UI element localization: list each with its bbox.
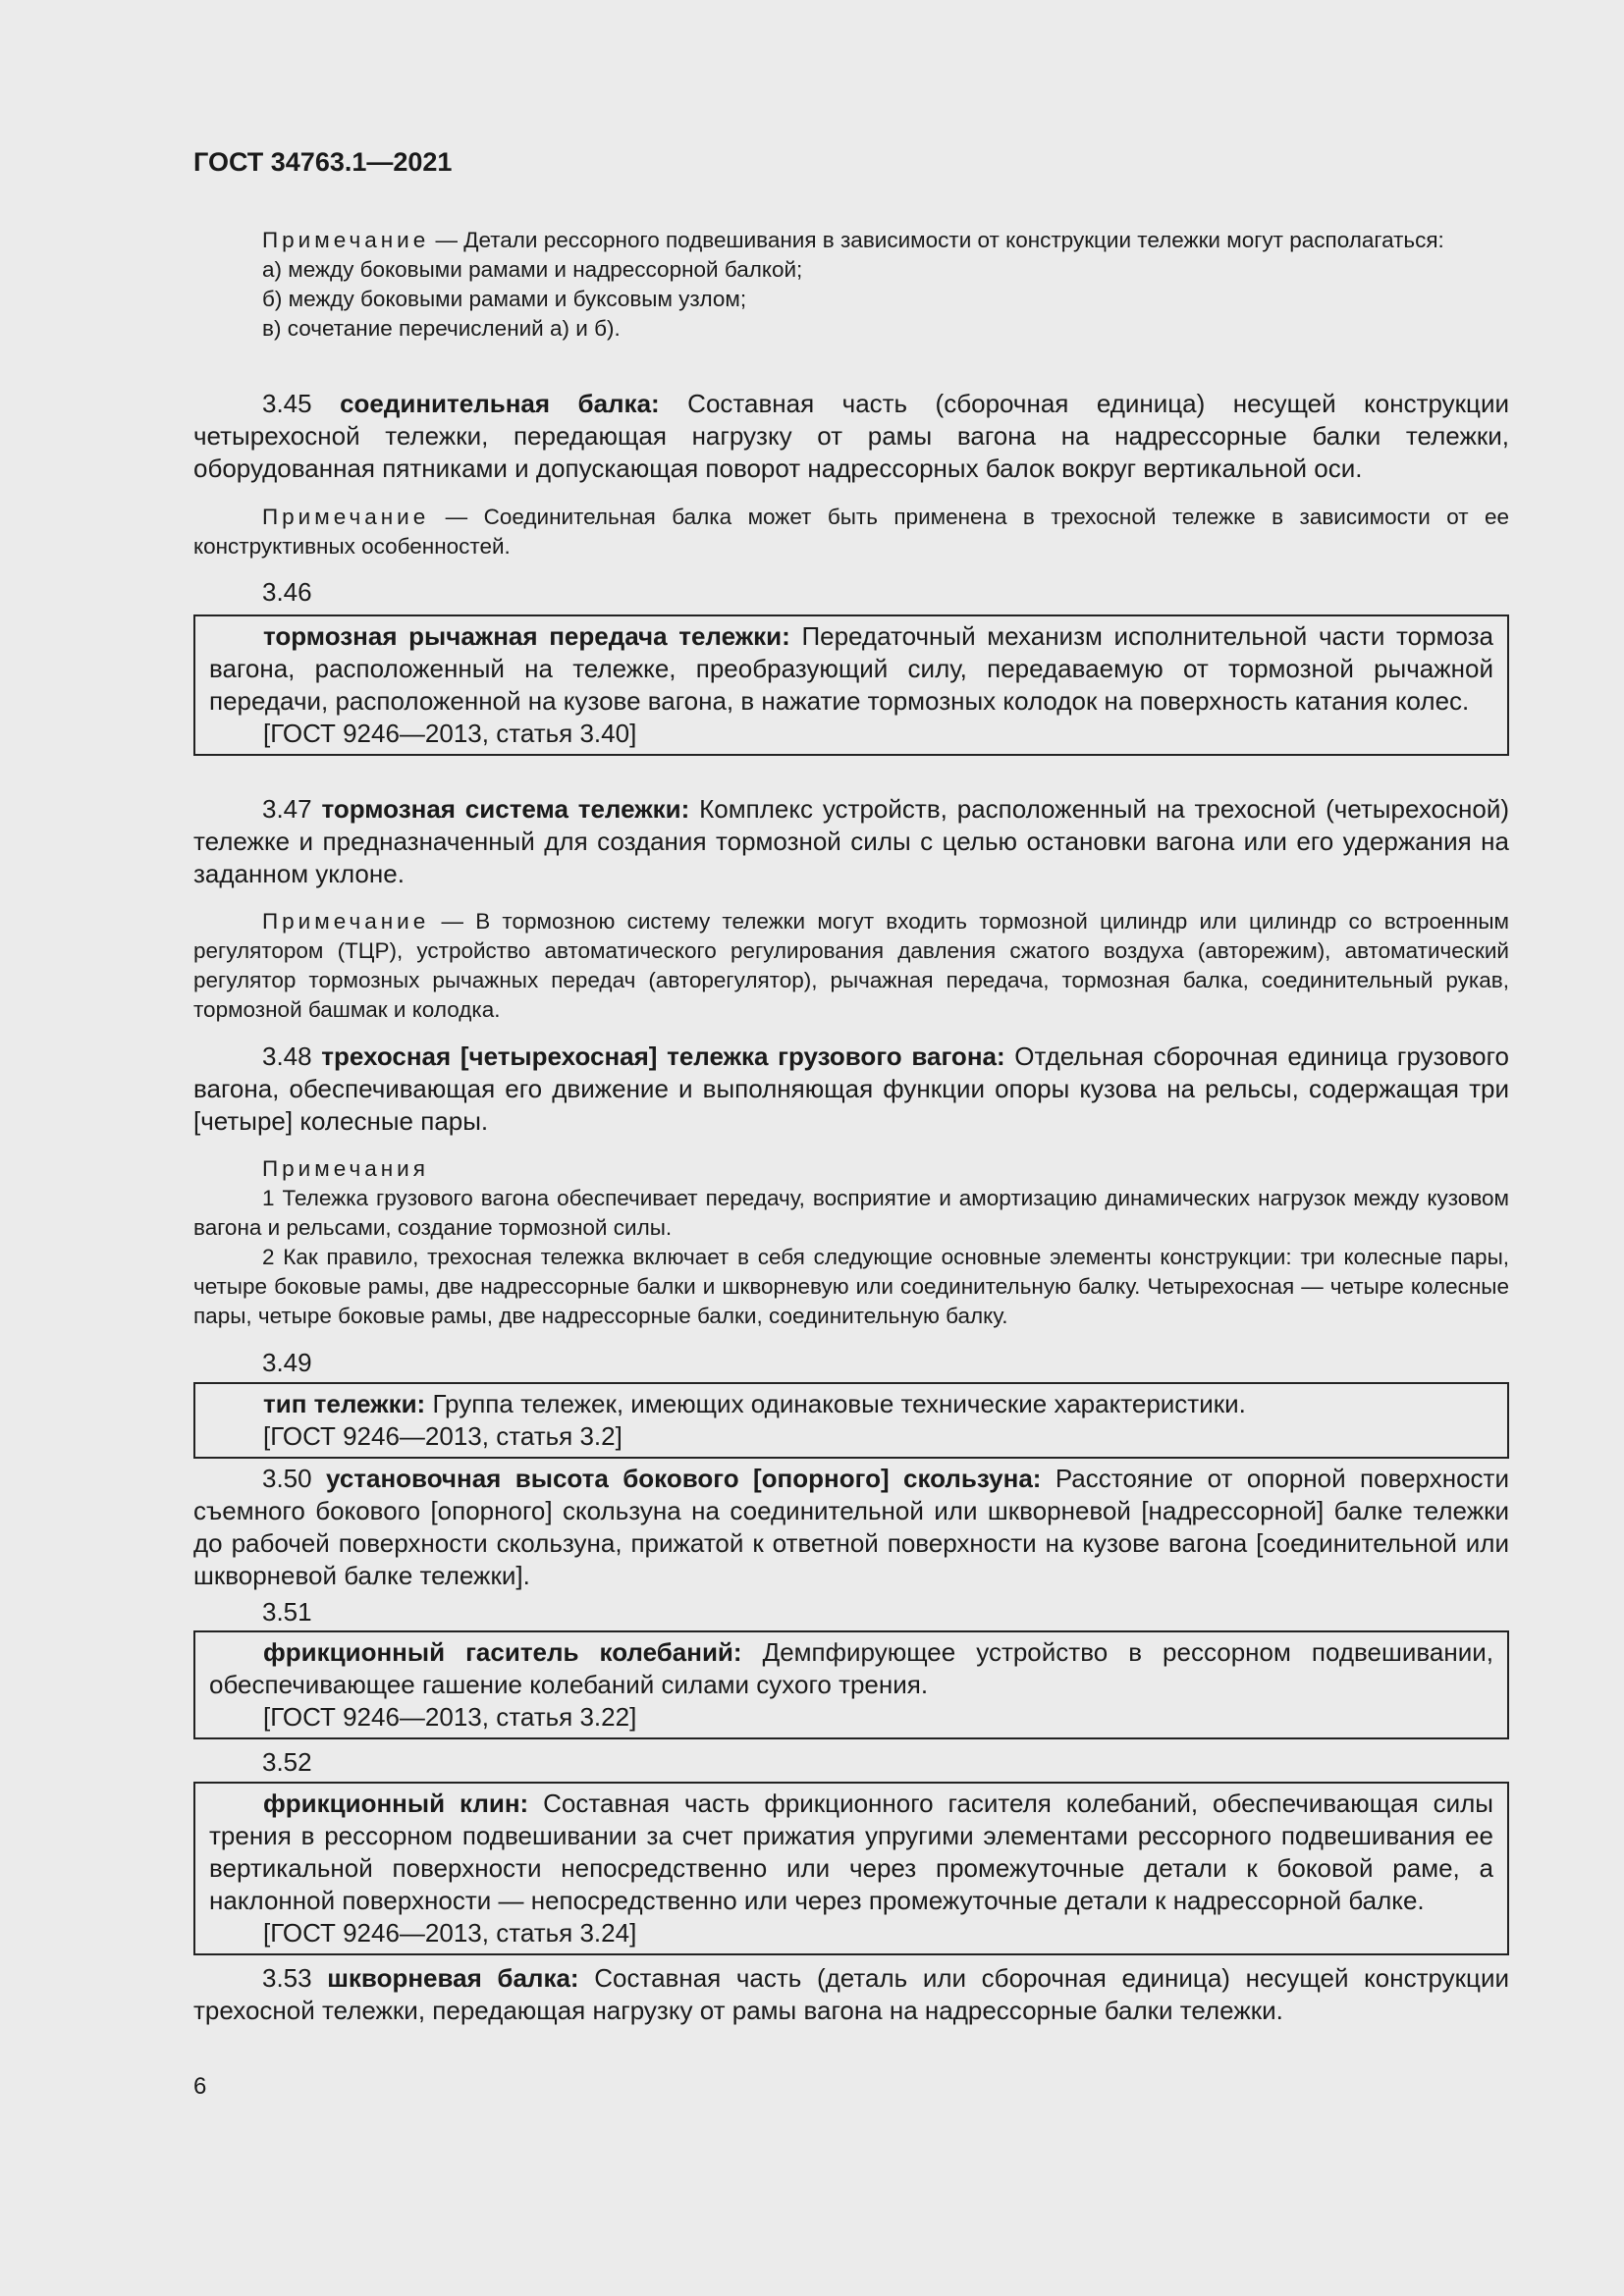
term-definition: Группа тележек, имеющих одинаковые технические характеристики. (425, 1389, 1246, 1418)
list-item: б) между боковыми рамами и буксовым узлом; (262, 287, 747, 311)
notes-label: Примечания (262, 1156, 429, 1181)
term-3-52-box (193, 1782, 1509, 1955)
note-3-47: Примечание — В тормозною систему тележки могут входить тормозной цилиндр или цилиндр со встроенным регулятором (ТЦР), устройство автоматического регулирования давления сжатого воздуха (авторежим), автоматический регулятор тормозных рычажных передач (авторегулятор), рычажная передача, тормозная балка, соединительный рукав, тормозной башмак и колодка. (193, 909, 1509, 1022)
note-label: Примечание (262, 909, 430, 934)
term-name: шкворневая балка: (327, 1963, 579, 1993)
term-3-46-number: 3.46 (262, 577, 312, 607)
term-3-49-box (193, 1382, 1509, 1459)
document-header: ГОСТ 34763.1—2021 (193, 147, 453, 177)
term-definition: Передаточный механизм исполнительной части тормоза вагона, расположенный на тележке, преобразующий силу, передаваемую от тормозной рычажной передачи, расположенной на кузове вагона, в нажатие тормозных колодок на поверхность катания колес. (209, 621, 1494, 716)
term-3-47: 3.47 тормозная система тележки: Комплекс устройств, расположенный на трехосной (четырехосной) тележке и предназначенный для создания тормозной силы с целью остановки вагона или его удержания на заданном уклоне. (193, 794, 1510, 888)
term-source: [ГОСТ 9246—2013, статья 3.40] (263, 719, 637, 748)
term-name: тормозная рычажная передача тележки: (263, 621, 790, 651)
term-source: [ГОСТ 9246—2013, статья 3.2] (263, 1421, 623, 1451)
term-3-52-number: 3.52 (262, 1747, 312, 1777)
term-3-46-box (193, 614, 1509, 756)
term-3-45: 3.45 соединительная балка: Составная часть (сборочная единица) несущей конструкции четырехосной тележки, передающая нагрузку от рамы вагона на надрессорные балки тележки, оборудованная пятниками и допускающая поворот надрессорных балок вокруг вертикальной оси. (193, 389, 1509, 483)
term-3-53: 3.53 шкворневая балка: Составная часть (деталь или сборочная единица) несущей конструкции трехосной тележки, передающая нагрузку от рамы вагона на надрессорные балки тележки. (193, 1963, 1509, 2025)
note-3-45: Примечание — Соединительная балка может быть применена в трехосной тележке в зависимости от ее конструктивных особенностей. (193, 505, 1509, 559)
list-item: а) между боковыми рамами и надрессорной балкой; (262, 257, 803, 282)
note-label: Примечание (262, 505, 430, 529)
term-definition: Комплекс устройств, расположенный на трехосной (четырехосной) тележке и предназначенный для создания тормозной силы с целью остановки вагона или его удержания на заданном уклоне. (193, 794, 1510, 888)
term-name: трехосная [четырехосная] тележка грузового вагона: (321, 1041, 1005, 1071)
term-3-48: 3.48 трехосная [четырехосная] тележка грузового вагона: Отдельная сборочная единица грузового вагона, обеспечивающая его движение и выполняющая функции опоры кузова на рельсы, содержащая три [четыре] колесные пары. (193, 1041, 1509, 1136)
term-definition: Составная часть (сборочная единица) несущей конструкции четырехосной тележки, передающая нагрузку от рамы вагона на надрессорные балки тележки, оборудованная пятниками и допускающая поворот надрессорных балок вокруг вертикальной оси. (193, 389, 1509, 483)
term-name: установочная высота бокового [опорного] скользуна: (326, 1464, 1042, 1493)
notes-3-48 (193, 1154, 1509, 1331)
term-name: фрикционный гаситель колебаний: (263, 1637, 742, 1667)
page-number: 6 (193, 2073, 207, 2100)
term-3-51-box (193, 1630, 1509, 1739)
term-name: фрикционный клин: (263, 1789, 529, 1818)
term-definition: Демпфирующее устройство в рессорном подвешивании, обеспечивающее гашение колебаний силами сухого трения. (209, 1637, 1493, 1699)
term-definition: Расстояние от опорной поверхности съемного бокового [опорного] скользуна на соединительной или шкворневой [надрессорной] балке тележки до рабочей поверхности скользуна, прижатой к ответной поверхности на кузове вагона [соединительной или шкворневой балке тележки]. (193, 1464, 1509, 1590)
list-item: в) сочетание перечислений а) и б). (262, 316, 621, 341)
term-source: [ГОСТ 9246—2013, статья 3.24] (263, 1918, 637, 1948)
term-definition: Отдельная сборочная единица грузового вагона, обеспечивающая его движение и выполняющая функции опоры кузова на рельсы, содержащая три [четыре] колесные пары. (193, 1041, 1509, 1136)
term-3-51-number: 3.51 (262, 1597, 312, 1627)
term-name: тип тележки: (263, 1389, 426, 1418)
term-definition: Составная часть (деталь или сборочная единица) несущей конструкции трехосной тележки, передающая нагрузку от рамы вагона на надрессорные балки тележки. (193, 1963, 1509, 2025)
note-label: Примечание (262, 228, 430, 252)
term-source: [ГОСТ 9246—2013, статья 3.22] (263, 1702, 637, 1732)
note-item: 2 Как правило, трехосная тележка включает в себя следующие основные элементы конструкции: три колесные пары, четыре боковые рамы, две надрессорные балки и шкворневую или соединительную балку. Четырехосная — четыре колесные пары, четыре боковые рамы, две надрессорные балки, соединительную балку. (193, 1245, 1509, 1328)
note-suspension: Примечание — Детали рессорного подвешивания в зависимости от конструкции тележки могут располагаться: а) между боковыми рамами и надрессорной балкой; б) между боковыми рамами и буксовым узлом; в) сочетание перечислений а) и б). (193, 226, 1509, 344)
term-3-50: 3.50 установочная высота бокового [опорного] скользуна: Расстояние от опорной поверхности съемного бокового [опорного] скользуна на соединительной или шкворневой [надрессорной] балке тележки до рабочей поверхности скользуна, прижатой к ответной поверхности на кузове вагона [соединительной или шкворневой балке тележки]. (193, 1464, 1509, 1590)
term-name: тормозная система тележки: (321, 794, 690, 824)
term-definition: Составная часть фрикционного гасителя колебаний, обеспечивающая силы трения в рессорном подвешивании за счет прижатия упругими элементами рессорного подвешивания ее вертикальной поверхности непосредственно или через промежуточные детали к боковой раме, а наклонной поверхности — непосредственно или через промежуточные детали к надрессорной балке. (209, 1789, 1493, 1915)
term-name: соединительная балка: (340, 389, 660, 418)
note-item: 1 Тележка грузового вагона обеспечивает передачу, восприятие и амортизацию динамических нагрузок между кузовом вагона и рельсами, создание тормозной силы. (193, 1186, 1509, 1240)
term-3-49-number: 3.49 (262, 1348, 312, 1377)
